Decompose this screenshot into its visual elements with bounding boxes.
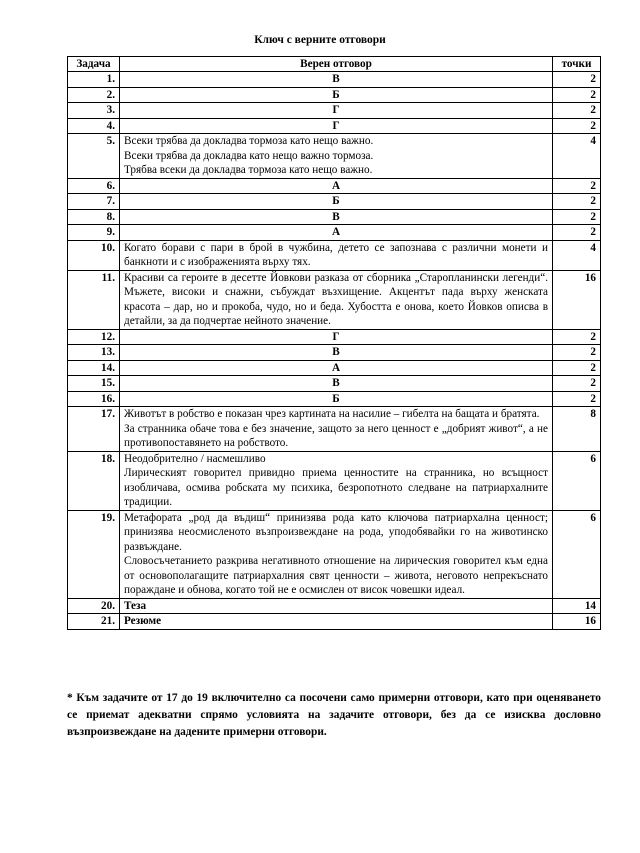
task-number: 12.	[68, 329, 120, 345]
table-row	[68, 360, 601, 376]
table-row	[68, 614, 601, 630]
points-cell: 2	[553, 209, 601, 225]
answer-cell: Красиви са героите в десетте Йовкови разказа от сборника „Старопланински легенди“. Мъжете, високи и снажни, събуждат възхищение. Акцентът пада върху женската красота – дар, но и прокоба, чудо, но и беда. Хубостта е онова, което Йовков описва в детайли, за да подчертае нейното значение.	[120, 270, 553, 329]
task-number: 1.	[68, 72, 120, 88]
table-row	[68, 451, 601, 510]
header-task: Задача	[68, 57, 120, 72]
answer-cell: Г	[120, 329, 553, 345]
table-row	[68, 376, 601, 392]
header-points: точки	[553, 57, 601, 72]
table-row	[68, 134, 601, 179]
task-number: 20.	[68, 598, 120, 614]
table-header-row	[68, 57, 601, 72]
answer-paragraph: Словосъчетанието разкрива негативното отношение на лирическия говорител към една от основополагащите патриархалния свят ценности – живота, неговото непрекъснато пораждане и обнова, когато той не е осмислен от висок човешки идеал.	[124, 555, 548, 596]
answer-paragraph: Всеки трябва да докладва като нещо важно тормоза.	[124, 149, 374, 162]
task-number: 21.	[68, 614, 120, 630]
table-row	[68, 118, 601, 134]
answer-paragraph: Лирическият говорител привидно приема ценностите на странника, но всъщност изобличава, осмива робската му психика, безропотното следване на патриархалните традиции.	[124, 467, 548, 508]
answer-cell: Резюме	[120, 614, 553, 630]
task-number: 5.	[68, 134, 120, 179]
answer-paragraph: Неодобрително / насмешливо	[124, 452, 266, 465]
answer-paragraph: За странника обаче това е без значение, защото за него ценност е „добрият живот“, а не противопоставянето на робството.	[124, 422, 548, 449]
task-number: 2.	[68, 87, 120, 103]
task-number: 19.	[68, 510, 120, 598]
points-cell: 16	[553, 270, 601, 329]
answer-cell: В	[120, 72, 553, 88]
task-number: 15.	[68, 376, 120, 392]
task-number: 17.	[68, 407, 120, 452]
page-title: Ключ с верните отговори	[254, 34, 386, 46]
answer-cell: А	[120, 178, 553, 194]
task-number: 18.	[68, 451, 120, 510]
task-number: 10.	[68, 240, 120, 270]
task-number: 4.	[68, 118, 120, 134]
task-number: 3.	[68, 103, 120, 119]
answer-cell: Г	[120, 103, 553, 119]
task-number: 7.	[68, 194, 120, 210]
table-row	[68, 72, 601, 88]
answer-cell	[120, 134, 553, 179]
answer-key-table	[67, 56, 601, 630]
points-cell: 2	[553, 87, 601, 103]
points-cell: 2	[553, 376, 601, 392]
answer-cell: Б	[120, 194, 553, 210]
points-cell: 2	[553, 118, 601, 134]
table-row	[68, 329, 601, 345]
answer-cell: А	[120, 225, 553, 241]
table-row	[68, 103, 601, 119]
task-number: 6.	[68, 178, 120, 194]
table-row	[68, 598, 601, 614]
points-cell: 8	[553, 407, 601, 452]
table-row	[68, 240, 601, 270]
answer-cell: Г	[120, 118, 553, 134]
points-cell: 2	[553, 178, 601, 194]
points-cell: 2	[553, 103, 601, 119]
task-number: 13.	[68, 345, 120, 361]
points-cell: 16	[553, 614, 601, 630]
task-number: 8.	[68, 209, 120, 225]
points-cell: 2	[553, 329, 601, 345]
table-row	[68, 87, 601, 103]
table-row	[68, 225, 601, 241]
table-row	[68, 345, 601, 361]
answer-cell: Б	[120, 391, 553, 407]
points-cell: 14	[553, 598, 601, 614]
task-number: 11.	[68, 270, 120, 329]
answer-cell: А	[120, 360, 553, 376]
task-number: 9.	[68, 225, 120, 241]
table-row	[68, 194, 601, 210]
answer-cell	[120, 451, 553, 510]
answer-cell: Б	[120, 87, 553, 103]
table-row	[68, 209, 601, 225]
points-cell: 4	[553, 240, 601, 270]
footnote: * Към задачите от 17 до 19 включително са посочени само примерни отговори, като при оценяването се приемат адекватни спрямо условията на задачите отговори, без да се изисква дословно възпроизвеждане на дадените примерни отговори.	[67, 692, 601, 738]
points-cell: 2	[553, 72, 601, 88]
points-cell: 2	[553, 225, 601, 241]
points-cell: 2	[553, 345, 601, 361]
answer-paragraph: Трябва всеки да докладва тормоза като нещо важно.	[124, 164, 373, 176]
table-row	[68, 391, 601, 407]
table-row	[68, 407, 601, 452]
answer-paragraph: Метафората „род да въдиш“ принизява рода като ключова патриархална ценност; принизява неосмисленото възпроизвеждане на рода, уподобявайки го на животинско развъждане.	[124, 511, 548, 553]
answer-cell: В	[120, 376, 553, 392]
table-row	[68, 178, 601, 194]
answer-cell: В	[120, 345, 553, 361]
answer-cell: Когато борави с пари в брой в чужбина, детето се запознава с различни монети и банкноти и с изображенията върху тях.	[120, 240, 553, 270]
answer-cell: Теза	[120, 598, 553, 614]
points-cell: 2	[553, 360, 601, 376]
answer-cell: В	[120, 209, 553, 225]
points-cell: 2	[553, 194, 601, 210]
points-cell: 6	[553, 451, 601, 510]
table-row	[68, 270, 601, 329]
answer-cell	[120, 407, 553, 452]
task-number: 16.	[68, 391, 120, 407]
points-cell: 2	[553, 391, 601, 407]
header-answer: Верен отговор	[120, 57, 553, 72]
points-cell: 6	[553, 510, 601, 598]
answer-paragraph: Животът в робство е показан чрез картината на насилие – гибелта на бащата и братята.	[124, 408, 540, 420]
answer-paragraph: Всеки трябва да докладва тормоза като нещо важно.	[124, 135, 374, 147]
answer-cell	[120, 510, 553, 598]
points-cell: 4	[553, 134, 601, 179]
table-row	[68, 510, 601, 598]
task-number: 14.	[68, 360, 120, 376]
